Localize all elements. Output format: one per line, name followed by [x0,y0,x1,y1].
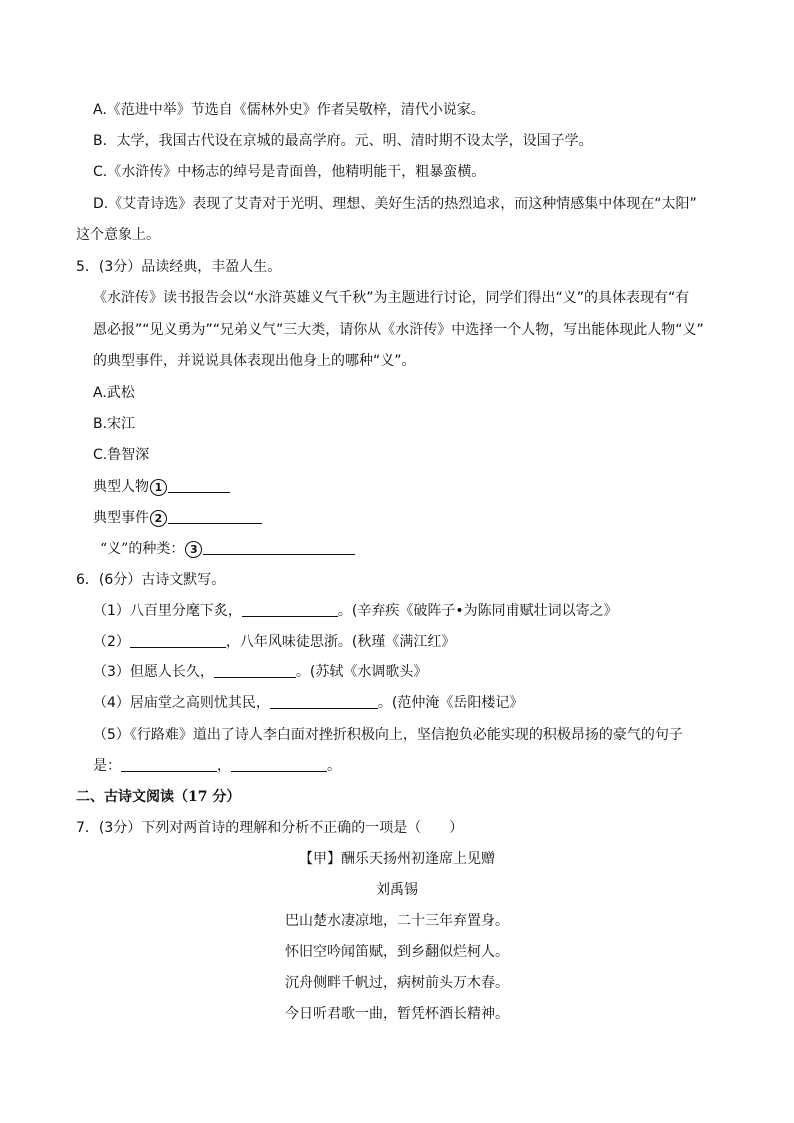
q5-blank1-marker: 1 [150,479,167,496]
q5-blank3-label: “义”的种类： [100,541,185,557]
q4-option-b: B．太学，我国古代设在京城的最高学府。元、明、清时期不设太学，设国子学。 [93,133,593,149]
q5-paragraph-line1: 《水浒传》读书报告会以“水浒英雄义气千秋”为主题进行讨论，同学们得出“义”的具体表现有“有 [93,290,690,306]
poem-line: 今日听君歌一曲，暂凭杯酒长精神。 [285,1006,509,1022]
q5-blank2-row [93,508,262,528]
q6-item3 [93,662,427,682]
q6-item1-suffix: 。(辛弃疾《破阵子•为陈同甫赋壮词以寄之》 [337,603,618,619]
q6-item2-blank[interactable] [130,633,226,648]
poem-line: 怀旧空吟闻笛赋，到乡翻似烂柯人。 [285,944,509,960]
poem-author: 刘禹锡 [376,882,418,898]
q6-item5-line1: （5）《行路难》道出了诗人李白面对挫折积极向上，坚信抱负必能实现的积极昂扬的豪气的句子 [93,727,683,743]
q4-option-c: C.《水浒传》中杨志的绰号是青面兽，他精明能干，粗暴蛮横。 [93,164,486,180]
q5-blank2-answer-line[interactable] [168,509,262,524]
q6-item4-suffix: 。(范仲淹《岳阳楼记》 [377,695,524,711]
q5-choice-b: B.宋江 [93,416,136,432]
q6-title: 6．(6分）古诗文默写。 [76,572,226,588]
q6-item5-blank2[interactable] [231,757,327,772]
q5-blank3-marker: 3 [185,541,202,558]
q6-item2 [93,632,455,652]
q5-blank3-row [100,539,355,559]
q5-paragraph-line3: 的典型事件，并说说具体表现出他身上的哪种“义”。 [93,353,416,369]
q5-blank2-label: 典型事件 [93,510,149,526]
q6-item5-separator: ， [217,758,231,774]
q4-option-a: A.《范进中举》节选自《儒林外史》作者吴敬梓，清代小说家。 [93,102,485,118]
q5-choice-a: A.武松 [93,385,135,401]
q6-item5-end: 。 [327,758,341,774]
poem-line: 沉舟侧畔千帆过，病树前头万木春。 [285,975,509,991]
section-heading: 二、古诗文阅读（17 分） [76,789,241,805]
q5-blank1-label: 典型人物 [93,479,149,495]
q6-item5-prefix: 是： [93,758,121,774]
q6-item4-prefix: （4）居庙堂之高则忧其民， [93,695,270,711]
q5-blank1-answer-line[interactable] [168,478,230,493]
q5-title: 5．(3分）品读经典，丰盈人生。 [76,259,282,275]
q5-blank2-marker: 2 [150,510,167,527]
q4-option-d-line1: D.《艾青诗选》表现了艾青对于光明、理想、美好生活的热烈追求，而这种情感集中体现在“太阳” [93,196,697,212]
q6-item5-line2 [93,756,341,776]
q7-title: 7．(3分）下列对两首诗的理解和分析不正确的一项是（ ） [76,820,464,836]
q6-item3-suffix: 。(苏轼《水调歌头》 [295,664,428,680]
q5-blank1-row [93,477,230,497]
q6-item1-prefix: （1）八百里分麾下炙， [93,603,242,619]
q5-choice-c: C.鲁智深 [93,447,150,463]
q6-item3-prefix: （3）但愿人长久， [93,664,214,680]
q4-option-d-line2: 这个意象上。 [76,227,160,243]
q6-item1 [93,601,618,621]
q6-item4 [93,693,523,713]
q5-paragraph-line2: 恩必报”“见义勇为”“兄弟义气”三大类，请你从《水浒传》中选择一个人物，写出能体现此人物“义” [93,322,704,338]
poem-title: 【甲】酬乐天扬州初逢席上见赠 [299,851,495,867]
q5-blank3-answer-line[interactable] [203,540,355,555]
poem-line: 巴山楚水凄凉地，二十三年弃置身。 [285,913,509,929]
q6-item3-blank[interactable] [214,663,296,678]
q6-item2-prefix: （2） [93,634,130,650]
q6-item4-blank[interactable] [270,694,378,709]
q6-item1-blank[interactable] [242,602,338,617]
q6-item2-suffix: ，八年风味徒思浙。(秋瑾《满江红》 [225,634,456,650]
q6-item5-blank1[interactable] [121,757,217,772]
